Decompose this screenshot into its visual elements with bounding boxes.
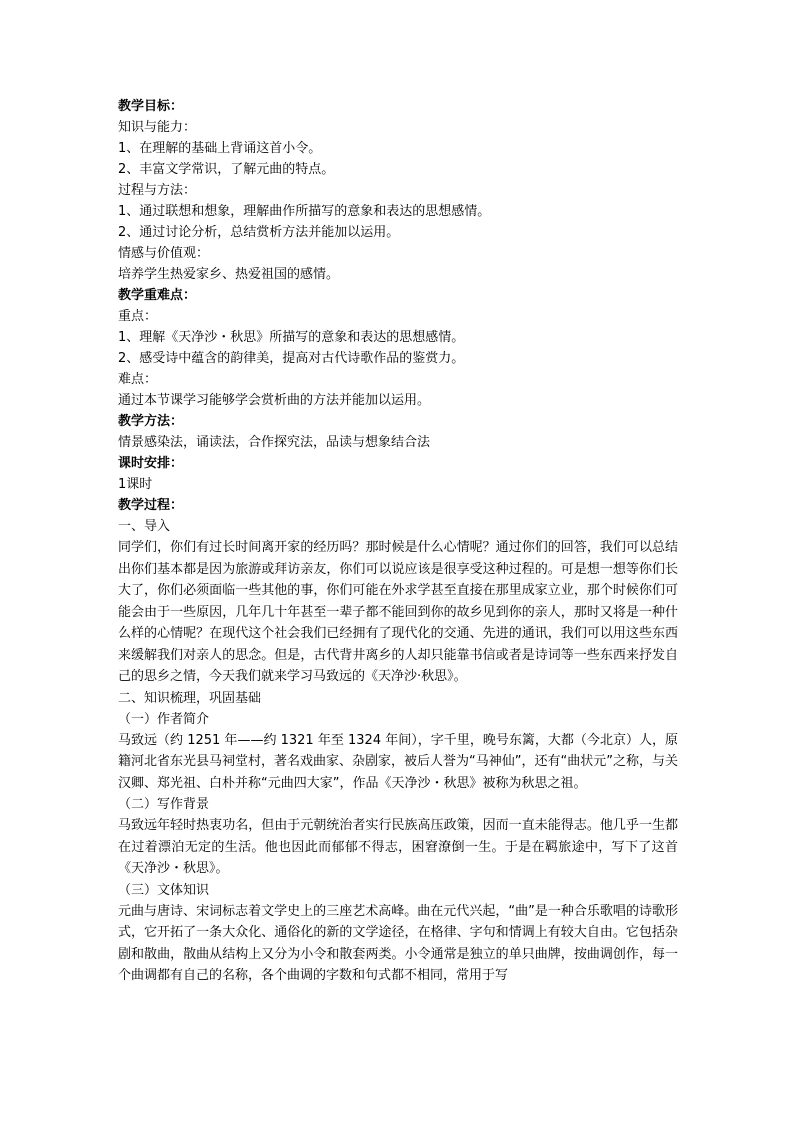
intro-paragraph: 同学们，你们有过长时间离开家的经历吗？那时候是什么心情呢？通过你们的回答，我们可以总结出你们基本都是因为旅游或拜访亲友，你们可以说应该是很享受这种过程的。可是想一想等你们长大了，你们必须面临一些其他的事，你们可能在外求学甚至直接在那里成家立业，那个时候你们可能会由于一些原因，几年几十年甚至一辈子都不能回到你的故乡见到你的亲人，那时又将是一种什么样的心情呢？在现代这个社会我们已经拥有了现代化的交通、先进的通讯，我们可以用这些东西来缓解我们对亲人的思念。但是，古代背井离乡的人却只能靠书信或者是诗词等一些东西来抒发自己的思乡之情，今天我们就来学习马致远的《天净沙·秋思》。	[118, 540, 678, 684]
methods-text: 情景感染法，诵读法，合作探究法，品读与想象结合法	[118, 435, 431, 450]
focus-label: 重点：	[118, 309, 158, 324]
author-label: （一）作者简介	[118, 711, 210, 727]
knowledge-label: 知识与能力：	[118, 120, 197, 135]
genre-paragraph: 元曲与唐诗、宋词标志着文学史上的三座艺术高峰。曲在元代兴起，“曲”是一种合乐歌唱的诗歌形式，它开拓了一条大众化、通俗化的新的文学途径，在格律、字句和情调上有较大自由。它包括杂剧和散曲，散曲从结构上又分为小令和散套两类。小令通常是独立的单只曲牌，按曲调创作，每一个曲调都有自己的名称，各个曲调的字数和句式都不相同，常用于写	[118, 903, 678, 983]
focus-item: 2、感受诗中蕴含的韵律美，提高对古代诗歌作品的鉴赏力。	[118, 351, 465, 366]
difficulty-text: 通过本节课学习能够学会赏析曲的方法并能加以运用。	[118, 393, 431, 408]
process-method-item: 2、通过讨论分析，总结赏析方法并能加以运用。	[118, 225, 400, 240]
difficulty-label: 难点：	[118, 372, 158, 387]
knowledge-item: 1、在理解的基础上背诵这首小令。	[118, 141, 322, 156]
intro-label: 一、导入	[118, 519, 171, 534]
process-method-item: 1、通过联想和想象，理解曲作所描写的意象和表达的思想感情。	[118, 204, 491, 219]
knowledge-review-label: 二、知识梳理，巩固基础	[118, 690, 262, 706]
knowledge-item: 2、丰富文学常识，了解元曲的特点。	[118, 162, 335, 177]
schedule-text: 1课时	[118, 477, 153, 492]
goals-heading: 教学目标：	[118, 99, 184, 114]
background-label: （二）写作背景	[118, 797, 210, 812]
author-paragraph: 马致远（约 1251 年——约 1321 年至 1324 年间），字千里，晚号东篱，大都（今北京）人，原籍河北省东光县马祠堂村，著名戏曲家、杂剧家，被后人誉为“马神仙”，还有“曲状元”之称，与关汉卿、郑光祖、白朴并称“元曲四大家”，作品《天净沙・秋思》被称为秋思之祖。	[118, 732, 678, 791]
emotion-label: 情感与价值观：	[118, 246, 210, 261]
methods-heading: 教学方法：	[118, 414, 184, 429]
emotion-text: 培养学生热爱家乡、热爱祖国的感情。	[118, 267, 340, 282]
schedule-heading: 课时安排：	[118, 456, 184, 471]
key-points-heading: 教学重难点：	[118, 288, 197, 303]
background-paragraph: 马致远年轻时热衷功名，但由于元朝统治者实行民族高压政策，因而一直未能得志。他几乎一生都在过着漂泊无定的生活。他也因此而郁郁不得志，困窘潦倒一生。于是在羁旅途中，写下了这首《天净沙・秋思》。	[118, 818, 678, 876]
lesson-plan-page	[118, 96, 678, 987]
process-heading: 教学过程：	[118, 498, 184, 513]
focus-item: 1、理解《天净沙・秋思》所描写的意象和表达的思想感情。	[118, 330, 465, 345]
process-method-label: 过程与方法：	[118, 183, 197, 198]
genre-label: （三）文体知识	[118, 882, 210, 898]
